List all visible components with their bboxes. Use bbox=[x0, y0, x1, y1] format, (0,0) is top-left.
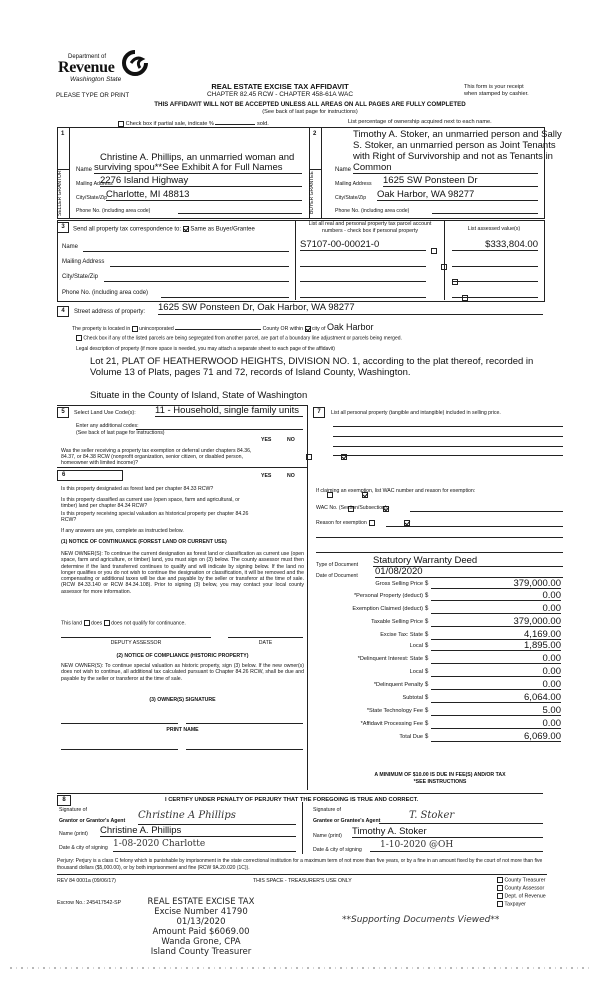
historic-yes-checkbox[interactable] bbox=[369, 520, 375, 526]
stamp-excise-number: Excise Number 41790 bbox=[154, 907, 248, 917]
personal-property-deduct[interactable]: 0.00 bbox=[431, 590, 561, 601]
receipt-note-1: This form is your receipt bbox=[464, 84, 524, 90]
escrow-number: 245417542-SP bbox=[86, 900, 122, 906]
exemption-claim-label: If claiming an exemption, list WAC number and reason for exemption: bbox=[316, 488, 476, 494]
buyer-phone-field[interactable] bbox=[432, 206, 538, 214]
excise-tax-state[interactable]: 4,169.00 bbox=[431, 629, 561, 640]
dept-revenue-checkbox[interactable] bbox=[497, 893, 503, 899]
assessor-date-line[interactable] bbox=[228, 636, 303, 638]
warning-banner: THIS AFFIDAVIT WILL NOT BE ACCEPTED UNLESS ALL AREAS ON ALL PAGES ARE FULLY COMPLETED bbox=[154, 101, 466, 108]
exemption-yes-checkbox[interactable] bbox=[306, 454, 312, 460]
this-land-label: This land bbox=[61, 620, 83, 627]
yes-header-6: YES bbox=[261, 473, 272, 479]
delinquent-penalty[interactable]: 0.00 bbox=[431, 679, 561, 690]
dollar-sign: $ bbox=[425, 632, 429, 638]
grantor-date-city-label: Date & city of signing bbox=[59, 845, 108, 851]
fee-row-excise-local bbox=[308, 640, 568, 651]
buyer-phone-label: Phone No. (including area code) bbox=[335, 208, 410, 214]
state-technology-fee[interactable]: 5.00 bbox=[431, 705, 561, 716]
seller-label-cell bbox=[57, 169, 70, 218]
fee-row-gross bbox=[308, 578, 568, 589]
grantor-print-name-label: Name (print) bbox=[59, 831, 88, 837]
section-1-number: 1 bbox=[61, 131, 65, 137]
minimum-due-note: A MINIMUM OF $10.00 IS DUE IN FEE(S) AND/OR TAX bbox=[374, 772, 506, 778]
buyer-mailing-field[interactable]: 1625 SW Ponsteen Dr bbox=[383, 175, 538, 187]
notice-continuance-title: (1) NOTICE OF CONTINUANCE (FOREST LAND OR CURRENT USE) bbox=[61, 539, 227, 545]
county-treasurer-checkbox[interactable] bbox=[497, 877, 503, 883]
logo-revenue: Revenue bbox=[58, 59, 115, 76]
segregated-row bbox=[76, 335, 402, 341]
segregated-label: Check box if any of the listed parcels are being segregated from another parcel, are part of a boundary line adjustment or parcels being merged. bbox=[83, 335, 402, 342]
buyer-city-label: City/State/Zip bbox=[335, 195, 367, 201]
legal-description-line2[interactable]: Volume 13 of Plats, pages 71 and 72, records of Island County, Washington. bbox=[90, 367, 411, 378]
deputy-assessor-label: DEPUTY ASSESSOR bbox=[110, 640, 162, 646]
notice-continuance-text: NEW OWNER(S): To continue the current designation as forest land or classification as current use (open space, farm and agriculture, or timber) land, you must sign on (3) below. The county assessor must then determine if the land transferred continues to qualify and will indicate by signing below. If the land no longer qualifies or you do not wish to continue the designation or classification, it will be removed and the compensating or additional taxes will be due and payable by the seller or transferor at the time of sale. (RCW 84.33.140 or RCW 84.34.108). Prior to signing (3) below, you may contact your local county assessor for more information. bbox=[61, 551, 304, 595]
copy-label: County Treasurer bbox=[504, 877, 546, 884]
partial-sale-sold: sold. bbox=[257, 121, 269, 127]
additional-codes-label: Enter any additional codes: bbox=[76, 423, 139, 429]
dor-swirl-icon bbox=[122, 50, 148, 76]
additional-codes-field[interactable] bbox=[136, 423, 303, 430]
receipt-note-2: when stamped by cashier. bbox=[464, 91, 529, 97]
fee-row-personal bbox=[308, 590, 568, 601]
fee-label: Taxable Selling Price bbox=[371, 619, 423, 625]
seller-phone-label: Phone No. (including area code) bbox=[76, 208, 151, 214]
print-name-line-2[interactable] bbox=[186, 748, 303, 750]
located-label: The property is located in bbox=[72, 326, 131, 332]
assessed-value-3[interactable] bbox=[452, 270, 538, 282]
wac-field[interactable] bbox=[410, 505, 563, 512]
corr-phone-field[interactable] bbox=[161, 290, 289, 298]
copy-dept-revenue bbox=[497, 893, 546, 901]
section-7-number: 7 bbox=[313, 407, 325, 418]
notice-compliance-text: NEW OWNER(S): To continue special valuation as historic property, sign (3) below. If the new owner(s) does not wish to continue, all additional tax calculated pursuant to Chapter 84.26 RCW, shall be due and payable by the seller or transferor at the time of sale. bbox=[61, 663, 304, 682]
legal-description-label: Legal description of property (if more space is needed, you may attach a separate sheet to each page of the affidavit) bbox=[76, 346, 335, 352]
fee-label: Local bbox=[409, 669, 423, 675]
dor-logo bbox=[56, 50, 156, 90]
buyer-grantee-label: BUYER GRANTEE bbox=[309, 171, 315, 215]
city-of-field[interactable]: Oak Harbor bbox=[326, 322, 374, 332]
dollar-sign: $ bbox=[425, 734, 429, 740]
notice-compliance-title: (2) NOTICE OF COMPLIANCE (HISTORIC PROPERTY) bbox=[116, 653, 249, 659]
logo-dept-of: Department of bbox=[68, 54, 107, 60]
grantor-signature-label-2: Grantor or Grantor's Agent bbox=[59, 818, 126, 824]
dollar-sign: $ bbox=[425, 581, 429, 587]
fee-label: *Delinquent Penalty bbox=[373, 682, 423, 688]
buyer-city-field[interactable]: Oak Harbor, WA 98277 bbox=[377, 189, 538, 201]
corr-mailing-field[interactable] bbox=[110, 259, 289, 267]
land-use-label: Select Land Use Code(s): bbox=[74, 410, 136, 416]
grantee-date-city-label: Date & city of signing bbox=[313, 847, 362, 853]
exemption-reason-label: Reason for exemption bbox=[316, 520, 367, 526]
form-subtitle: CHAPTER 82.45 RCW - CHAPTER 458-61A WAC bbox=[206, 91, 354, 98]
fee-label: Gross Selling Price bbox=[375, 581, 423, 587]
section-4-number: 4 bbox=[57, 306, 69, 317]
dollar-sign: $ bbox=[425, 708, 429, 714]
property-street-field[interactable]: 1625 SW Ponsteen Dr, Oak Harbor, WA 98277 bbox=[158, 302, 543, 315]
historic-question: Is this property receiving special valuation as historical property per chapter 84.26 RCW? bbox=[61, 511, 249, 523]
dollar-sign: $ bbox=[425, 656, 429, 662]
fee-label: *Personal Property (deduct) bbox=[353, 593, 423, 599]
print-name-line-1[interactable] bbox=[61, 748, 178, 750]
section-2-number: 2 bbox=[313, 131, 317, 137]
fee-row-total bbox=[308, 731, 568, 742]
copy-distribution-list bbox=[497, 877, 546, 909]
legal-description-line1[interactable]: Lot 21, PLAT OF HEATHERWOOD HEIGHTS, DIVISION NO. 1, according to the plat thereof, recorded in bbox=[90, 356, 534, 367]
grantee-print-name-field[interactable]: Timothy A. Stoker bbox=[352, 826, 543, 838]
buyer-mailing-label: Mailing Address bbox=[335, 181, 372, 187]
exemption-claimed[interactable]: 0.00 bbox=[431, 603, 561, 614]
county-label: County OR within bbox=[262, 326, 304, 332]
exemption-question: Was the seller receiving a property tax exemption or deferral under chapters 84.36, 84.37, or 84.38 RCW (nonprofit organization, senior citizen, or disabled person, homeowner with limited income)? bbox=[61, 448, 252, 466]
fee-row-penalty bbox=[308, 679, 568, 690]
personal-property-line-1[interactable] bbox=[333, 425, 563, 427]
stamp-treasurer-name: Wanda Grone, CPA bbox=[161, 937, 241, 947]
owner-signature-label: (3) OWNER(S) SIGNATURE bbox=[149, 697, 216, 703]
affidavit-processing-fee[interactable]: 0.00 bbox=[431, 718, 561, 729]
dollar-sign: $ bbox=[425, 682, 429, 688]
grantee-date-city-field[interactable]: 1-10-2020 @OH bbox=[370, 840, 543, 852]
corr-city-label: City/State/Zip bbox=[62, 274, 99, 280]
stamp-amount-paid: Amount Paid $6069.00 bbox=[152, 927, 250, 937]
doc-type-label: Type of Document bbox=[316, 562, 359, 568]
legal-description-line3[interactable]: Situate in the County of Island, State of Washington bbox=[90, 390, 308, 401]
exemption-reason-line-3[interactable] bbox=[316, 551, 563, 553]
grantee-signature-label-1: Signature of bbox=[313, 807, 341, 813]
subtotal[interactable]: 6,064.00 bbox=[431, 692, 561, 703]
logo-state: Washington State bbox=[70, 76, 122, 83]
property-location bbox=[72, 322, 374, 332]
assessed-value-2[interactable] bbox=[452, 255, 538, 267]
fee-row-interest-local bbox=[308, 666, 568, 677]
fee-row-subtotal bbox=[308, 692, 568, 703]
does-qualify-checkbox[interactable] bbox=[84, 620, 90, 626]
assessed-value-1[interactable]: $333,804.00 bbox=[452, 239, 538, 251]
parcel-personal-checkbox-2[interactable] bbox=[441, 264, 447, 270]
street-label: Street address of property: bbox=[74, 309, 146, 315]
fee-label: Excise Tax: State bbox=[380, 632, 423, 638]
see-instructions-note: *SEE INSTRUCTIONS bbox=[413, 779, 467, 785]
gross-selling-price[interactable]: 379,000.00 bbox=[431, 578, 561, 589]
owner-signature-line-2[interactable] bbox=[186, 722, 303, 724]
doc-date-field[interactable]: 01/08/2020 bbox=[375, 566, 563, 578]
parcel-number-1[interactable]: S7107-00-00021-0 bbox=[300, 239, 426, 251]
dollar-sign: $ bbox=[425, 619, 429, 625]
scan-noise-strip bbox=[10, 967, 590, 969]
deputy-assessor-signature-line[interactable] bbox=[61, 636, 211, 638]
if-yes-note: If any answers are yes, complete as instructed below. bbox=[61, 528, 184, 534]
fee-calculation-table bbox=[308, 578, 568, 742]
treasurer-stamp bbox=[140, 897, 262, 957]
grantor-date-city-field[interactable]: 1-08-2020 Charlotte bbox=[113, 839, 296, 852]
doc-date-label: Date of Document bbox=[316, 573, 358, 579]
taxpayer-checkbox[interactable] bbox=[497, 901, 503, 907]
personal-property-label: List all personal property (tangible and intangible) included in selling price. bbox=[331, 410, 501, 416]
fee-label: *State Technology Fee bbox=[366, 708, 423, 714]
corr-phone-label: Phone No. (including area code) bbox=[62, 290, 149, 296]
rev-number: REV 84 0001a (09/06/17) bbox=[57, 878, 116, 884]
buyer-name-field[interactable]: Common bbox=[353, 162, 538, 174]
dollar-sign: $ bbox=[425, 593, 429, 599]
please-type-print: PLEASE TYPE OR PRINT bbox=[56, 92, 130, 99]
grantor-print-name-field[interactable]: Christine A. Phillips bbox=[100, 825, 296, 837]
parcel-number-2[interactable] bbox=[300, 255, 426, 267]
dollar-sign: $ bbox=[425, 669, 429, 675]
section-8-number: 8 bbox=[57, 795, 71, 806]
parcel-number-3[interactable] bbox=[300, 270, 426, 282]
copy-county-assessor bbox=[497, 885, 546, 893]
current-use-question: Is this property classified as current use (open space, farm and agricultural, or timber) land per chapter 84.34 RCW? bbox=[61, 497, 240, 509]
buyer-name-line3: with Right of Survivorship and not as Tenants in bbox=[353, 151, 553, 162]
fee-label: Subtotal bbox=[402, 695, 423, 701]
fee-label: Total Due bbox=[399, 734, 423, 740]
buyer-name-line2: S. Stoker, an unmarried person as Joint Tenants bbox=[353, 140, 556, 151]
fee-label: Exemption Claimed (deduct) bbox=[352, 606, 423, 612]
parcel-number-4[interactable] bbox=[300, 286, 426, 298]
stamp-date: 01/13/2020 bbox=[176, 917, 226, 927]
excise-tax-local[interactable]: 1,895.00 bbox=[431, 640, 561, 651]
partial-sale-percent-field[interactable] bbox=[215, 119, 255, 125]
delinquent-interest-local[interactable]: 0.00 bbox=[431, 666, 561, 677]
segregated-checkbox[interactable] bbox=[76, 335, 82, 341]
fee-label: *Affidavit Processing Fee bbox=[360, 721, 423, 727]
section-3-number: 3 bbox=[57, 222, 69, 233]
city-of-label: city of bbox=[311, 326, 326, 332]
seller-mailing-label: Mailing Address bbox=[76, 181, 113, 187]
no-header-6: NO bbox=[287, 473, 295, 479]
buyer-name-label: Name bbox=[335, 167, 352, 173]
section-6-number: 6 bbox=[57, 470, 123, 481]
personal-property-line-2[interactable] bbox=[333, 435, 563, 437]
seller-city-field[interactable]: Charlotte, MI 48813 bbox=[106, 189, 302, 201]
grantee-print-name-label: Name (print) bbox=[313, 833, 342, 839]
taxable-selling-price[interactable]: 379,000.00 bbox=[431, 616, 561, 627]
assessed-value-4[interactable] bbox=[452, 286, 538, 298]
does-not-qualify-checkbox[interactable] bbox=[104, 620, 110, 626]
exemption-reason-line-2[interactable] bbox=[316, 536, 563, 538]
corr-city-field[interactable] bbox=[104, 274, 289, 282]
dollar-sign: $ bbox=[425, 643, 429, 649]
partial-sale-checkbox[interactable] bbox=[118, 121, 124, 127]
escrow-row bbox=[57, 900, 121, 906]
certify-statement: I CERTIFY UNDER PENALTY OF PERJURY THAT THE FOREGOING IS TRUE AND CORRECT. bbox=[165, 797, 419, 803]
seller-grantor-label: SELLER GRANTOR bbox=[57, 170, 63, 216]
forest-question: Is this property designated as forest land per chapter 84.33 RCW? bbox=[61, 486, 214, 492]
treasurer-use-label: THIS SPACE - TREASURER'S USE ONLY bbox=[253, 878, 352, 884]
dollar-sign: $ bbox=[425, 695, 429, 701]
dollar-sign: $ bbox=[425, 606, 429, 612]
fee-row-interest-state bbox=[308, 653, 568, 664]
buyer-name-line1: Timothy A. Stoker, an unmarried person and Sally bbox=[353, 129, 562, 140]
perjury-notice: Perjury: Perjury is a class C felony which is punishable by imprisonment in the state correctional institution for a maximum term of not more than five years, or by a fine in an amount fixed by the court of not more than five thousand dollars ($5,000.00), or by both imprisonment and fine (RCW 9A.20.020 (1C)). bbox=[57, 858, 543, 871]
doc-type-field[interactable]: Statutory Warranty Deed bbox=[373, 555, 563, 567]
stamp-treasurer-title: Island County Treasurer bbox=[150, 947, 252, 957]
no-header-5: NO bbox=[287, 437, 295, 443]
parcel-personal-checkbox-1[interactable] bbox=[431, 248, 437, 254]
grantee-signature-field[interactable]: T. Stoker bbox=[379, 810, 543, 824]
does-label: does bbox=[90, 620, 103, 627]
fee-row-exemption bbox=[308, 603, 568, 614]
land-use-see-back: (See back of last page for instructions) bbox=[76, 430, 165, 436]
corr-name-field[interactable] bbox=[83, 244, 289, 252]
within-city-checkbox[interactable] bbox=[305, 326, 311, 332]
fee-row-excise-state bbox=[308, 629, 568, 640]
escrow-label: Escrow No.: bbox=[57, 900, 85, 906]
print-name-label: PRINT NAME bbox=[166, 727, 199, 733]
county-assessor-checkbox[interactable] bbox=[497, 885, 503, 891]
supporting-docs-stamp: **Supporting Documents Viewed** bbox=[342, 915, 500, 925]
unincorporated-label: unincorporated bbox=[139, 326, 174, 332]
buyer-label-cell bbox=[309, 169, 322, 218]
copy-county-treasurer bbox=[497, 877, 546, 885]
personal-property-line-4[interactable] bbox=[333, 454, 563, 456]
copy-label: County Assessor bbox=[504, 885, 545, 892]
seller-name-field[interactable]: surviving spou**See Exhibit A for Full Names bbox=[94, 162, 302, 174]
seller-name-label: Name bbox=[76, 167, 93, 173]
does-not-label: does not qualify for continuance. bbox=[111, 620, 186, 627]
send-correspondence bbox=[73, 226, 255, 233]
seller-phone-field[interactable] bbox=[178, 206, 302, 214]
grantee-signature-label-2: Grantee or Grantee's Agent bbox=[313, 818, 381, 824]
fee-row-tech-fee bbox=[308, 705, 568, 716]
qualify-row bbox=[61, 620, 186, 626]
grantor-signature-field[interactable]: Christine A Phillips bbox=[138, 810, 296, 825]
copy-label: Dept. of Revenue bbox=[504, 893, 546, 900]
personal-property-line-3[interactable] bbox=[333, 445, 563, 447]
assessed-header: List assessed value(s) bbox=[467, 226, 521, 232]
section-5-number: 5 bbox=[57, 407, 69, 418]
county-field[interactable] bbox=[175, 324, 261, 330]
fee-row-taxable bbox=[308, 616, 568, 627]
grantor-signature-label-1: Signature of bbox=[59, 807, 87, 813]
land-use-field[interactable]: 11 - Household, single family units bbox=[155, 405, 303, 417]
owner-signature-line-1[interactable] bbox=[61, 722, 178, 724]
see-back-note: (See back of last page for instructions) bbox=[262, 109, 358, 115]
partial-sale-label: Check box if partial sale, indicate % bbox=[125, 121, 214, 127]
seller-name-line1: Christine A. Phillips, an unmarried woman and bbox=[100, 152, 295, 163]
fee-label: *Delinquent Interest: State bbox=[357, 656, 423, 662]
form-title: REAL ESTATE EXCISE TAX AFFIDAVIT bbox=[211, 82, 349, 91]
seller-mailing-field[interactable]: 2276 Island Highway bbox=[100, 175, 302, 187]
same-as-buyer-checkbox[interactable] bbox=[183, 226, 189, 232]
copy-label: Taxpayer bbox=[504, 901, 526, 908]
corr-name-label: Name bbox=[62, 244, 79, 250]
unincorporated-checkbox[interactable] bbox=[132, 326, 138, 332]
same-as-buyer-label: Same as Buyer/Grantee bbox=[190, 226, 255, 233]
assessor-date-label: DATE bbox=[258, 640, 273, 646]
fee-label: Local bbox=[409, 643, 423, 649]
stamp-line-title: REAL ESTATE EXCISE TAX bbox=[147, 897, 255, 907]
corr-mailing-label: Mailing Address bbox=[62, 259, 105, 265]
exemption-reason-field[interactable] bbox=[386, 520, 563, 527]
parcel-header: List all real and personal property tax parcel account numbers - check box if personal property bbox=[308, 221, 432, 234]
wac-label: WAC No. (Section/Subsection) bbox=[316, 505, 387, 511]
ownership-note: List percentage of ownership acquired next to each name. bbox=[348, 119, 492, 125]
total-due[interactable]: 6,069.00 bbox=[431, 731, 561, 742]
send-correspondence-label: Send all property tax correspondence to: bbox=[73, 226, 182, 233]
seller-city-label: City/State/Zip bbox=[76, 195, 108, 201]
partial-sale bbox=[118, 119, 269, 127]
fee-row-processing-fee bbox=[308, 718, 568, 729]
yes-header-5: YES bbox=[261, 437, 272, 443]
copy-taxpayer bbox=[497, 901, 546, 909]
dollar-sign: $ bbox=[425, 721, 429, 727]
delinquent-interest-state[interactable]: 0.00 bbox=[431, 653, 561, 664]
